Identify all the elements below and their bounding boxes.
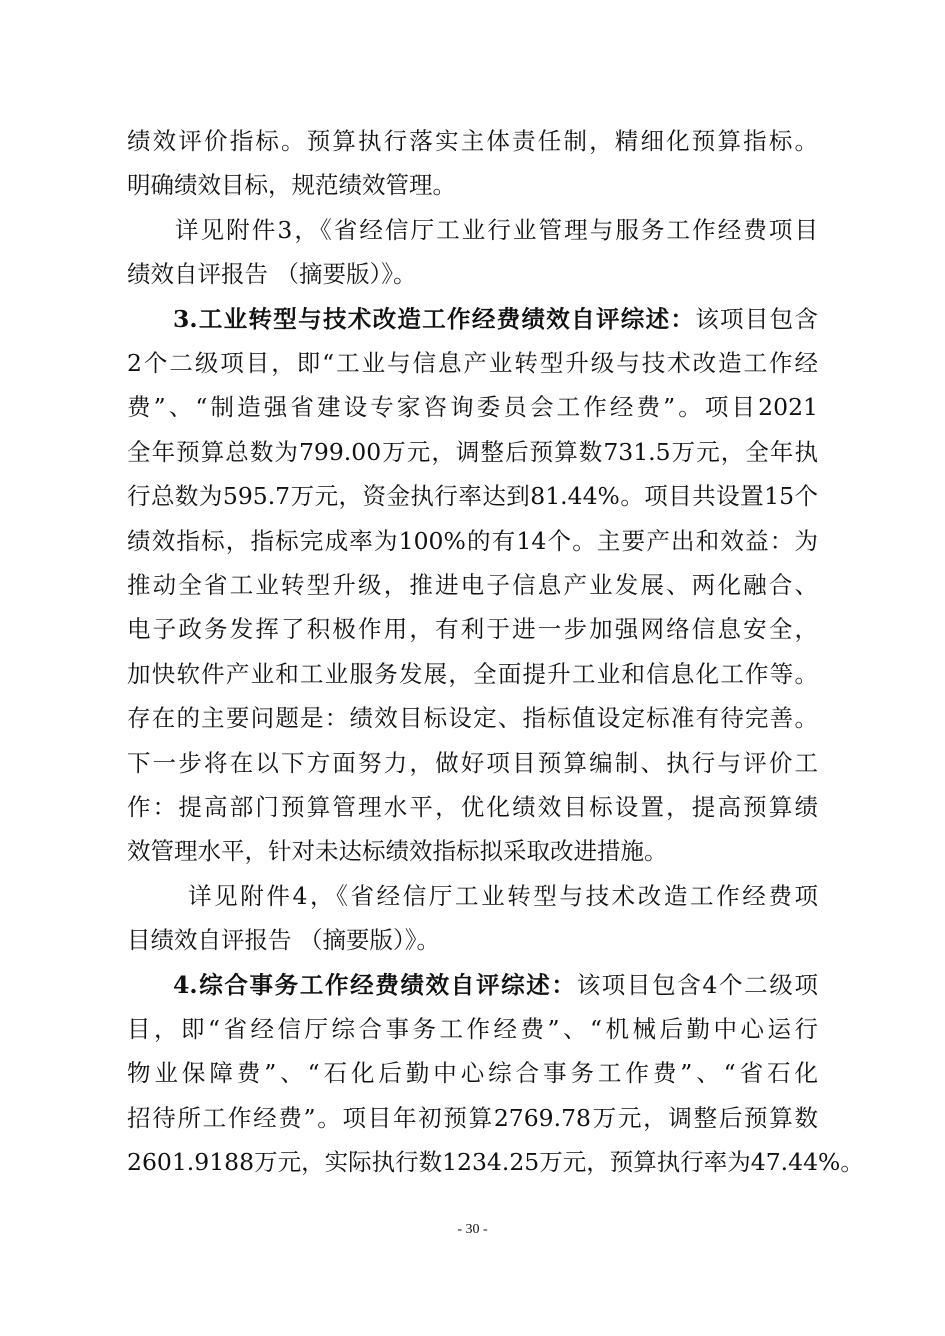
text-line (127, 474, 818, 518)
line-text: 存在的主要问题是：绩效目标设定、指标值设定标准有待完善。 (127, 704, 818, 733)
section-heading: 3.工业转型与技术改造工作经费绩效自评综述： (173, 304, 696, 333)
text-line (173, 297, 818, 341)
text-line (127, 519, 818, 563)
line-text: 2601.9188万元，实际执行数1234.25万元，预算执行率为47.44%。 (127, 1148, 864, 1177)
line-text: 绩效指标，指标完成率为100%的有14个。主要产出和效益：为 (127, 526, 818, 555)
text-line (175, 208, 818, 252)
text-line (127, 163, 818, 207)
text-line (127, 385, 818, 429)
text-line (127, 652, 818, 696)
text-line (127, 918, 818, 962)
line-text: 全年预算总数为799.00万元，调整后预算数731.5万元，全年执 (127, 437, 818, 466)
line-text: 2个二级项目，即“工业与信息产业转型升级与技术改造工作经 (127, 349, 818, 377)
line-text: 招待所工作经费”。项目年初预算2769.78万元，调整后预算数 (127, 1103, 818, 1132)
section-heading: 4.综合事务工作经费绩效自评综述： (173, 970, 577, 999)
page-number: - 30 - (457, 1222, 488, 1237)
line-text: 绩效自评报告 （摘要版）》。 (127, 260, 417, 289)
text-line (127, 430, 818, 474)
line-text: 效管理水平，针对未达标绩效指标拟采取改进措施。 (127, 837, 668, 866)
text-line (127, 829, 818, 873)
line-text: 明确绩效目标，规范绩效管理。 (127, 171, 456, 200)
text-line (127, 252, 818, 296)
line-text: 该项目包含 (695, 304, 818, 333)
line-text: 行总数为595.7万元，资金执行率达到81.44%。项目共设置15个 (127, 482, 818, 511)
text-line (127, 1007, 818, 1051)
text-line (127, 1096, 818, 1140)
line-text: 加快软件产业和工业服务发展，全面提升工业和信息化工作等。 (127, 659, 818, 688)
line-text: 电子政务发挥了积极作用，有利于进一步加强网络信息安全， (127, 615, 818, 644)
line-text: 费”、“制造强省建设专家咨询委员会工作经费”。项目2021 (127, 393, 818, 422)
text-line (127, 785, 818, 829)
line-text: 详见附件3，《省经信厅工业行业管理与服务工作经费项目 (175, 215, 818, 244)
line-text: 物业保障费”、“石化后勤中心综合事务工作费”、“省石化 (127, 1059, 818, 1088)
text-line (173, 963, 818, 1007)
line-text: 作：提高部门预算管理水平，优化绩效目标设置，提高预算绩 (127, 793, 818, 821)
text-line (127, 119, 818, 163)
line-text: 推动全省工业转型升级，推进电子信息产业发展、两化融合、 (127, 571, 818, 599)
text-line (127, 607, 818, 651)
text-line (127, 1051, 818, 1095)
line-text: 目绩效自评报告 （摘要版）》。 (127, 926, 440, 955)
line-text: 详见附件4，《省经信厅工业转型与技术改造工作经费项 (188, 881, 818, 910)
line-text: 目，即“省经信厅综合事务工作经费”、“机械后勤中心运行 (127, 1015, 818, 1043)
line-text: 该项目包含4个二级项 (576, 970, 818, 999)
line-text: 绩效评价指标。预算执行落实主体责任制，精细化预算指标。 (127, 127, 818, 155)
text-line (127, 741, 818, 785)
text-line (188, 874, 818, 918)
text-line (127, 1140, 864, 1184)
text-line (127, 563, 818, 607)
text-line (127, 696, 818, 740)
text-line (127, 341, 818, 385)
line-text: 下一步将在以下方面努力，做好项目预算编制、执行与评价工 (127, 748, 818, 777)
